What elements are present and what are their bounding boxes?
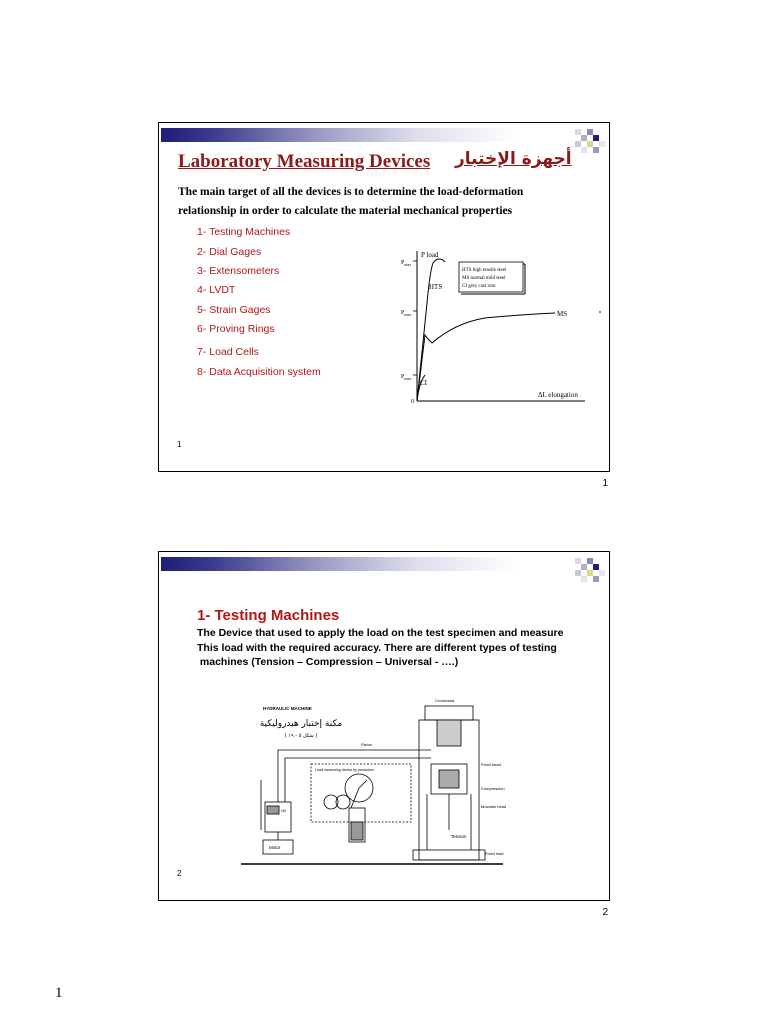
device-item: 7- Load Cells [197, 346, 259, 358]
legend-item: HTS high tensile steel [462, 268, 507, 273]
ms-label: MS [557, 310, 568, 318]
slide-number: 1 [177, 440, 182, 449]
fixed-head-label: Fixed head [481, 762, 501, 767]
tension-label: Tension [451, 834, 467, 839]
load-elongation-diagram [395, 243, 605, 408]
slide-header-bar [161, 557, 581, 571]
hts-label: HTS [429, 283, 443, 291]
intro-line-2: relationship in order to calculate the material mechanical properties [178, 205, 513, 217]
diagram-title: HYDRAULIC MACHINE [263, 706, 312, 711]
ci-label: CI [420, 379, 427, 387]
device-item: 1- Testing Machines [197, 226, 291, 238]
movable-head-label: Movable head [481, 804, 506, 809]
ms-curve [417, 313, 555, 401]
intro-line-1: The main target of all the devices is to determine the load-deformation [178, 186, 524, 198]
slide-title: 1- Testing Machines [197, 607, 340, 624]
body-line-3: machines (Tension – Compression – Universal - ….) [197, 656, 459, 668]
pmax-label: $P_{max}$ [401, 310, 412, 317]
device-item: 8- Data Acquisition system [197, 366, 321, 378]
page-number: 2 [602, 907, 608, 918]
oil-label: Oil [281, 808, 286, 813]
pmax-label: $P_{max}$ [401, 374, 412, 381]
diagram-caption: ( شكل ٥ - ١٩ ) [284, 733, 318, 739]
legend-item: MS normal mild steel [462, 276, 506, 281]
page-number: 1 [602, 478, 608, 489]
compression-label: Compression [481, 786, 505, 791]
body-line-1: The Device that used to apply the load on the test specimen and measure [197, 627, 564, 639]
origin-label: 0 [411, 399, 414, 405]
device-item: 6- Proving Rings [197, 323, 275, 335]
decorative-squares-icon [575, 125, 605, 159]
decorative-squares-icon [575, 554, 605, 588]
slide-1 [158, 122, 610, 472]
slide-title: Laboratory Measuring Devices [178, 151, 431, 172]
device-item: 2- Dial Gages [197, 246, 262, 258]
slide-2 [158, 551, 610, 901]
legend-item: CI grey cast iron [462, 284, 496, 289]
body-line-2: This load with the required accuracy. There are different types of testing [197, 641, 557, 654]
piston-label: Piston [361, 742, 373, 747]
device-item: 5- Strain Gages [197, 304, 271, 316]
fixed-load-label: Fixed load [485, 851, 504, 856]
pmax-label: $P_{max}$ [401, 260, 412, 267]
dial-label: Load measuring device by pendulum [315, 768, 374, 772]
diagram-title-arabic: مكنة إختبار هيدروليكية [259, 719, 343, 729]
device-item: 3- Extensometers [197, 265, 280, 277]
slide-number: 2 [177, 869, 182, 878]
y-axis-label: P load [421, 251, 439, 259]
document-page-number: 1 [55, 985, 63, 1001]
motor-label: Motor [269, 845, 281, 850]
slide-title-arabic: أجهزة الإختبار [455, 149, 572, 169]
slide-intro [178, 183, 598, 221]
slide-body [197, 626, 602, 670]
slide-header-bar [161, 128, 581, 142]
device-item: 4- LVDT [197, 284, 236, 296]
hydraulic-machine-diagram [241, 690, 506, 872]
crosshead-label: Crosshead [435, 698, 455, 703]
x-axis-label: ΔL elongation [538, 391, 578, 399]
